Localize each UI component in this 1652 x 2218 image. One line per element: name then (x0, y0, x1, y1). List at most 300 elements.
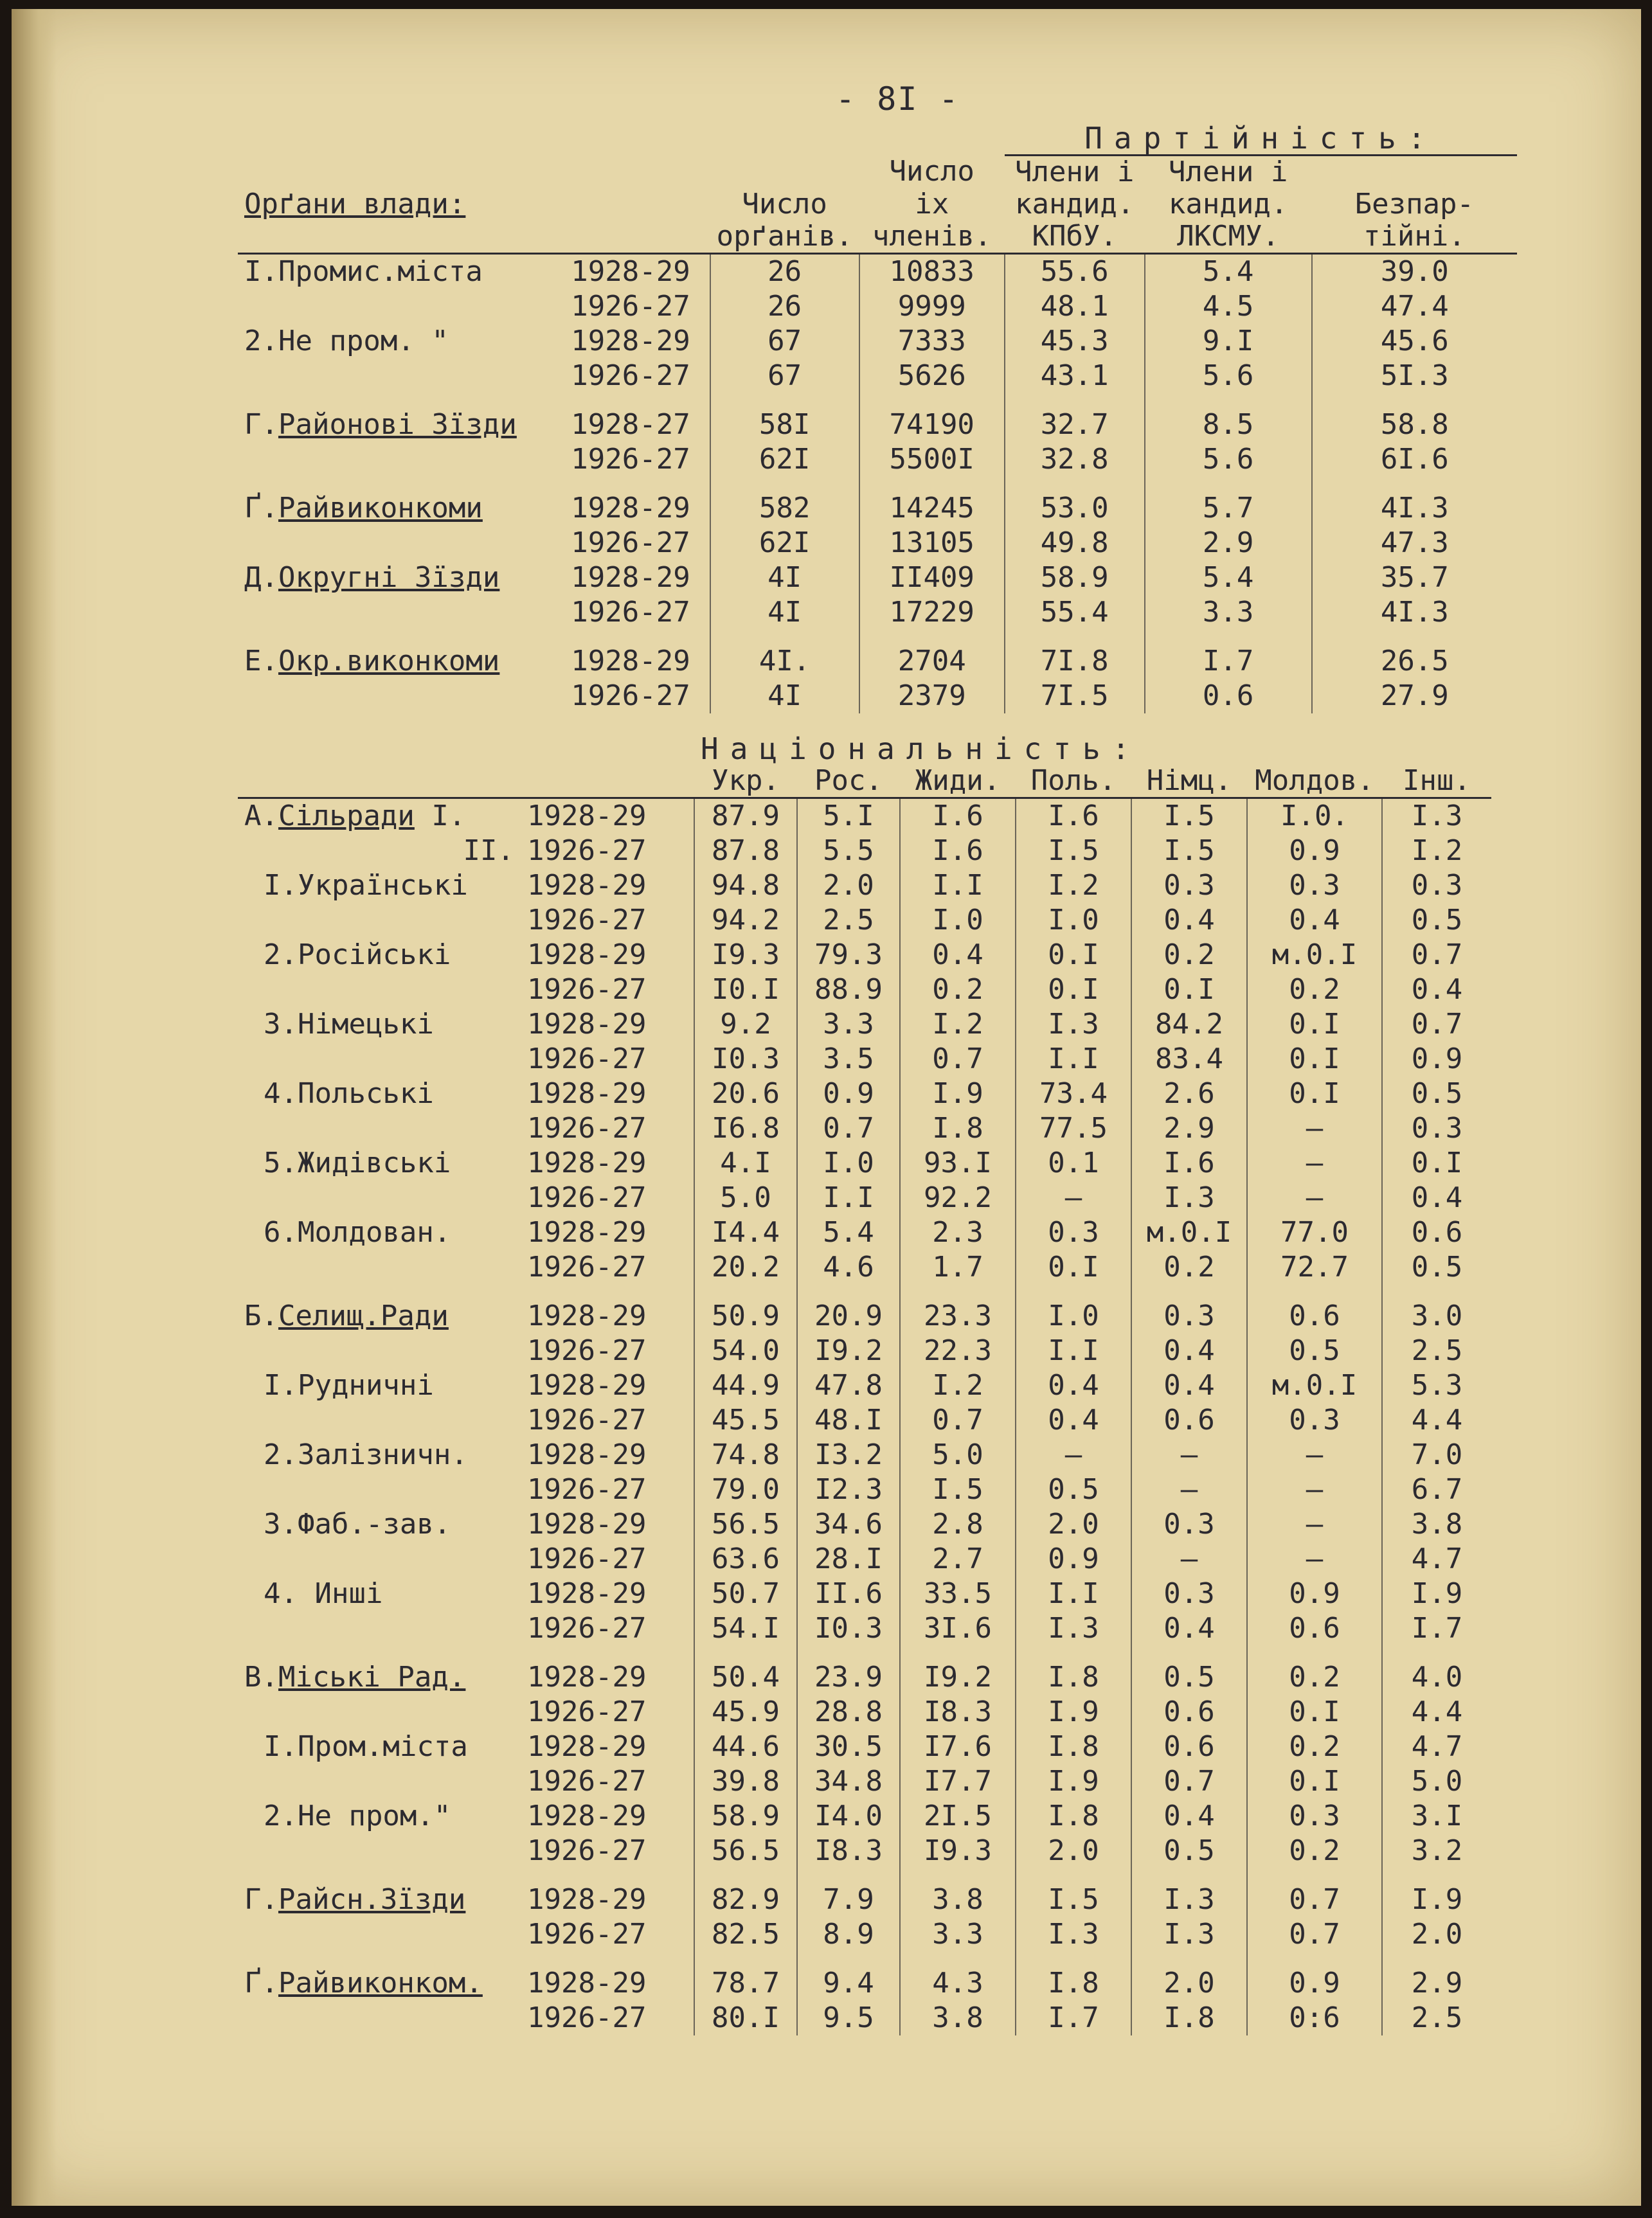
spacer-row (238, 1646, 1491, 1660)
spacer-cell (1247, 1868, 1382, 1883)
value-cell: I.8 (1016, 1730, 1131, 1764)
nationality-col-header: Рос. (814, 764, 883, 797)
row-label-text: Райвиконкоми (278, 492, 483, 524)
table-row (238, 1042, 1491, 1077)
organs-header: Орґани влади: (244, 188, 466, 220)
spacer-cell (859, 393, 1005, 407)
value-cell: – (1131, 1472, 1247, 1507)
value-cell: 0.9 (1247, 1966, 1382, 2001)
value-cell: 0.4 (1016, 1403, 1131, 1438)
year-cell: 1926-27 (564, 359, 710, 393)
year-cell: 1928-29 (521, 798, 694, 834)
value-cell: 2.5 (1411, 2001, 1463, 2034)
value-cell: 5.I (797, 798, 900, 834)
spacer-row (238, 1868, 1491, 1883)
value-cell: 0.7 (1411, 938, 1463, 971)
value-cell: 4.4 (1411, 1695, 1463, 1728)
table-row (238, 359, 1517, 393)
value-cell: 4I.3 (1380, 596, 1449, 629)
value-cell: 87.8 (694, 834, 797, 868)
value-cell: 0.1 (1016, 1146, 1131, 1181)
value-cell: 5.5 (797, 834, 900, 868)
value-cell: 8.9 (797, 1917, 900, 1952)
value-cell: I.9 (1411, 1883, 1463, 1916)
row-label (238, 972, 521, 1007)
value-cell: – (1016, 1438, 1131, 1472)
spacer-cell (1145, 477, 1312, 491)
value-cell: 0.I (1247, 1007, 1382, 1042)
value-cell: 0.6 (1131, 1730, 1247, 1764)
row-label (238, 491, 564, 526)
value-cell: 0.I (1247, 1077, 1382, 1111)
year-cell: 1928-29 (564, 560, 710, 595)
value-cell: 0.4 (1131, 1799, 1247, 1834)
count-header-2: орґанів. (716, 220, 853, 253)
value-cell: I.3 (1016, 1611, 1131, 1646)
row-label: 6.Молдован. (264, 1216, 451, 1249)
value-cell: 0.5 (1131, 1834, 1247, 1868)
spacer-cell (710, 393, 859, 407)
year-cell: 1926-27 (521, 1250, 694, 1285)
year-cell: 1926-27 (521, 1834, 694, 1868)
value-cell: 13105 (859, 526, 1005, 560)
value-cell: 67 (710, 324, 859, 359)
value-cell: I.5 (1131, 834, 1247, 868)
value-cell: 58.9 (694, 1799, 797, 1834)
value-cell: I0.3 (694, 1042, 797, 1077)
spacer-cell (900, 1285, 1016, 1299)
year-cell: 1926-27 (521, 2001, 694, 2035)
value-cell: 67 (710, 359, 859, 393)
value-cell: 45.9 (694, 1695, 797, 1730)
page-number: - 8I - (836, 80, 960, 118)
year-cell: 1926-27 (521, 834, 694, 868)
table-row (238, 1577, 1491, 1611)
row-label-prefix: А. (244, 800, 278, 832)
value-cell: 0.9 (1247, 1577, 1382, 1611)
value-cell: 0.3 (1411, 869, 1463, 902)
value-cell: 45.6 (1380, 325, 1449, 357)
value-cell: 0.I (1131, 972, 1247, 1007)
value-cell: I.8 (1016, 1966, 1131, 2001)
table-row (238, 1077, 1491, 1111)
year-cell: 1928-27 (564, 407, 710, 442)
value-cell: – (1247, 1507, 1382, 1542)
value-cell: 26.5 (1380, 645, 1449, 677)
row-label (238, 595, 564, 630)
value-cell: I.5 (1016, 834, 1131, 868)
value-cell: 3.5 (797, 1042, 900, 1077)
value-cell: 0.3 (1247, 868, 1382, 903)
value-cell: I9.3 (900, 1834, 1016, 1868)
value-cell: 0.2 (1131, 1250, 1247, 1285)
value-cell: 5.0 (1411, 1765, 1463, 1798)
value-cell: 10833 (859, 254, 1005, 290)
value-cell: 26 (710, 289, 859, 324)
value-cell: 7I.5 (1005, 679, 1145, 713)
spacer-cell (238, 477, 564, 491)
value-cell: 34.8 (797, 1764, 900, 1799)
value-cell: 4.0 (1411, 1661, 1463, 1694)
value-cell: 6.7 (1411, 1473, 1463, 1506)
value-cell: I9.2 (797, 1334, 900, 1368)
nationality-col-header: Укр. (712, 764, 780, 797)
value-cell: 0.9 (1016, 1542, 1131, 1577)
value-cell: I.6 (900, 834, 1016, 868)
value-cell: 48.I (797, 1403, 900, 1438)
value-cell: 77.0 (1247, 1215, 1382, 1250)
value-cell: 0.5 (1131, 1660, 1247, 1695)
value-cell: 0.5 (1016, 1472, 1131, 1507)
value-cell: I.I (797, 1181, 900, 1215)
value-cell: I.9 (1016, 1764, 1131, 1799)
value-cell: 3.8 (900, 1883, 1016, 1917)
table-row (238, 1611, 1491, 1646)
row-label-text: Райвиконком. (278, 1967, 483, 1999)
value-cell: 48.1 (1005, 289, 1145, 324)
row-label: 4. Инші (264, 1577, 383, 1610)
spacer-cell (1312, 393, 1517, 407)
table-row (238, 2001, 1491, 2035)
table-row (238, 1472, 1491, 1507)
value-cell: 0.6 (1145, 679, 1312, 713)
value-cell: – (1247, 1438, 1382, 1472)
value-cell: 0.4 (1131, 1368, 1247, 1403)
value-cell: 32.8 (1005, 442, 1145, 477)
value-cell: – (1247, 1472, 1382, 1507)
value-cell: I.7 (1016, 2001, 1131, 2035)
table-row (238, 1695, 1491, 1730)
spacer-cell (859, 477, 1005, 491)
value-cell: 4.7 (1411, 1730, 1463, 1763)
value-cell: 2.6 (1131, 1077, 1247, 1111)
spacer-cell (1145, 630, 1312, 644)
row-label-prefix: В. (244, 1661, 278, 1694)
value-cell: 2379 (859, 679, 1005, 713)
value-cell: 93.I (900, 1146, 1016, 1181)
table-row (238, 1542, 1491, 1577)
value-cell: 20.6 (694, 1077, 797, 1111)
value-cell: 5.3 (1411, 1369, 1463, 1402)
value-cell: I8.3 (900, 1695, 1016, 1730)
spacer-cell (900, 1952, 1016, 1966)
value-cell: 5I.3 (1380, 359, 1449, 392)
spacer-cell (1131, 1646, 1247, 1660)
year-cell: 1926-27 (521, 903, 694, 938)
value-cell: 50.7 (694, 1577, 797, 1611)
table-row (238, 526, 1517, 560)
value-cell: 4.I (694, 1146, 797, 1181)
row-label (238, 903, 521, 938)
year-cell: 1926-27 (564, 679, 710, 713)
value-cell: 2.9 (1145, 526, 1312, 560)
spacer-cell (1247, 1952, 1382, 1966)
value-cell: 5.4 (797, 1215, 900, 1250)
value-cell: 0.I (1247, 1695, 1382, 1730)
value-cell: 6I.6 (1380, 443, 1449, 476)
year-cell: 1926-27 (521, 1695, 694, 1730)
value-cell: 3.0 (1411, 1300, 1463, 1332)
spacer-cell (238, 1868, 521, 1883)
value-cell: 72.7 (1247, 1250, 1382, 1285)
value-cell: 4I. (710, 644, 859, 679)
value-cell: I4.0 (797, 1799, 900, 1834)
row-label (238, 1966, 521, 2001)
value-cell: 2.3 (900, 1215, 1016, 1250)
value-cell: I9.2 (900, 1660, 1016, 1695)
value-cell: I.2 (1016, 868, 1131, 903)
year-cell: 1926-27 (521, 1403, 694, 1438)
year-cell: 1928-29 (521, 1215, 694, 1250)
nationality-col-header: Молдов. (1255, 764, 1374, 797)
value-cell: 3.3 (1145, 595, 1312, 630)
row-label (238, 679, 564, 713)
value-cell: 3.8 (900, 2001, 1016, 2035)
value-cell: 82.5 (694, 1917, 797, 1952)
year-cell: 1928-29 (521, 1077, 694, 1111)
value-cell: 9999 (859, 289, 1005, 324)
value-cell: 2.0 (1016, 1834, 1131, 1868)
value-cell: 28.I (797, 1542, 900, 1577)
value-cell: 3.8 (1411, 1508, 1463, 1541)
nationality-col-header: Німц. (1146, 764, 1232, 797)
table-row (238, 1917, 1491, 1952)
value-cell: 4.7 (1411, 1543, 1463, 1575)
row-label: 2.Не пром. " (244, 325, 449, 357)
row-label: 3.Німецькі (264, 1008, 434, 1041)
row-label (238, 1472, 521, 1507)
spacer-cell (521, 1952, 694, 1966)
spacer-cell (797, 1646, 900, 1660)
value-cell: 0.3 (1131, 1577, 1247, 1611)
year-cell: 1928-29 (564, 644, 710, 679)
value-cell: 4.3 (900, 1966, 1016, 2001)
table-row (238, 868, 1491, 903)
value-cell: – (1247, 1181, 1382, 1215)
table-row (238, 1799, 1491, 1834)
table-row (238, 798, 1491, 834)
nationality-header-row (238, 765, 1491, 798)
value-cell: 2I.5 (900, 1799, 1016, 1834)
value-cell: 0.2 (1247, 972, 1382, 1007)
value-cell: 2.5 (1411, 1334, 1463, 1367)
spacer-cell (564, 393, 710, 407)
value-cell: I.5 (1016, 1883, 1131, 1917)
value-cell: 0.6 (1131, 1403, 1247, 1438)
value-cell: – (1247, 1111, 1382, 1146)
row-label-prefix: Г. (244, 408, 278, 441)
spacer-cell (1247, 1285, 1382, 1299)
spacer-cell (1016, 1868, 1131, 1883)
value-cell: 4I (710, 679, 859, 713)
value-cell: 54.I (694, 1611, 797, 1646)
value-cell: I9.3 (694, 938, 797, 972)
value-cell: 0.4 (900, 938, 1016, 972)
spacer-row (238, 1285, 1491, 1299)
row-label (238, 289, 564, 324)
members-header-2: іх (915, 188, 949, 220)
value-cell: 8.5 (1145, 407, 1312, 442)
value-cell: 9.5 (797, 2001, 900, 2035)
spacer-cell (238, 1285, 521, 1299)
value-cell: I4.4 (694, 1215, 797, 1250)
row-label-text: Районові Зїзди (278, 408, 517, 441)
value-cell: I.0 (900, 903, 1016, 938)
value-cell: 5.4 (1145, 560, 1312, 595)
table-row (238, 407, 1517, 442)
row-label-prefix: Г. (244, 1883, 278, 1916)
value-cell: 0.3 (1247, 1403, 1382, 1438)
spacer-row (238, 630, 1517, 644)
value-cell: I.0. (1247, 798, 1382, 834)
value-cell: I.3 (1131, 1883, 1247, 1917)
row-label (238, 1883, 521, 1917)
value-cell: 0.4 (1131, 1611, 1247, 1646)
spacer-cell (1247, 1646, 1382, 1660)
row-label (238, 1299, 521, 1334)
row-label (238, 1403, 521, 1438)
value-cell: 0.9 (1411, 1042, 1463, 1075)
value-cell: I.8 (1016, 1799, 1131, 1834)
spacer-cell (1005, 477, 1145, 491)
value-cell: I.6 (1016, 798, 1131, 834)
value-cell: 0.5 (1247, 1334, 1382, 1368)
value-cell: 0.2 (900, 972, 1016, 1007)
spacer-cell (238, 1952, 521, 1966)
value-cell: 88.9 (797, 972, 900, 1007)
year-cell: 1928-29 (564, 491, 710, 526)
year-cell: 1928-29 (521, 1299, 694, 1334)
row-label: 2.Залізничн. (264, 1438, 468, 1471)
spacer-cell (900, 1646, 1016, 1660)
row-label-text: Міські Рад. (278, 1661, 466, 1694)
value-cell: 0.I (1247, 1764, 1382, 1799)
value-cell: I.7 (1145, 644, 1312, 679)
spacer-cell (521, 1646, 694, 1660)
nationality-table-body (238, 798, 1491, 2036)
party-table (238, 122, 1517, 713)
value-cell: 5.0 (900, 1438, 1016, 1472)
value-cell: 20.9 (797, 1299, 900, 1334)
value-cell: I.9 (1016, 1695, 1131, 1730)
row-label (238, 442, 564, 477)
value-cell: 0.I (1016, 938, 1131, 972)
value-cell: 2.9 (1131, 1111, 1247, 1146)
value-cell: 79.0 (694, 1472, 797, 1507)
value-cell: 53.0 (1005, 491, 1145, 526)
table-row (238, 1181, 1491, 1215)
spacer-cell (694, 1646, 797, 1660)
value-cell: 17229 (859, 595, 1005, 630)
value-cell: 22.3 (900, 1334, 1016, 1368)
spacer-cell (238, 1646, 521, 1660)
value-cell: 2.9 (1411, 1967, 1463, 1999)
spacer-cell (521, 1868, 694, 1883)
value-cell: I8.3 (797, 1834, 900, 1868)
table-row (238, 1730, 1491, 1764)
table-row (238, 834, 1491, 868)
table-row (238, 972, 1491, 1007)
nationality-section-title: Національність: (701, 731, 1142, 766)
table-row (238, 289, 1517, 324)
year-cell: 1926-27 (521, 1917, 694, 1952)
row-label (238, 1611, 521, 1646)
value-cell: I.3 (1016, 1917, 1131, 1952)
year-cell: 1926-27 (521, 1181, 694, 1215)
table-row (238, 560, 1517, 595)
value-cell: 0.4 (1247, 903, 1382, 938)
spacer-cell (521, 1285, 694, 1299)
value-cell: 34.6 (797, 1507, 900, 1542)
spacer-cell (1145, 393, 1312, 407)
value-cell: 78.7 (694, 1966, 797, 2001)
value-cell: 2.0 (797, 868, 900, 903)
value-cell: 47.8 (797, 1368, 900, 1403)
value-cell: I.3 (1131, 1181, 1247, 1215)
value-cell: 0.3 (1131, 868, 1247, 903)
value-cell: 0.7 (1411, 1008, 1463, 1041)
table-row (238, 1299, 1491, 1334)
row-label (238, 560, 564, 595)
value-cell: 4.4 (1411, 1404, 1463, 1436)
spacer-row (238, 393, 1517, 407)
value-cell: 87.9 (694, 798, 797, 834)
value-cell: – (1131, 1542, 1247, 1577)
spacer-cell (1016, 1285, 1131, 1299)
row-label: 2.Не пром." (264, 1800, 451, 1832)
table-row (238, 1146, 1491, 1181)
year-cell: 1928-29 (521, 1368, 694, 1403)
nonparty-header-2: тійні. (1363, 220, 1466, 253)
nationality-section (238, 733, 1523, 2035)
value-cell: 0.5 (1411, 904, 1463, 936)
row-label (238, 1660, 521, 1695)
value-cell: 0.I (1016, 1250, 1131, 1285)
value-cell: I3.2 (797, 1438, 900, 1472)
spacer-cell (564, 477, 710, 491)
row-label-prefix: Д. (244, 561, 278, 594)
value-cell: 4I.3 (1380, 492, 1449, 524)
value-cell: I.I (1016, 1577, 1131, 1611)
year-cell: 1926-27 (521, 1472, 694, 1507)
value-cell: – (1131, 1438, 1247, 1472)
value-cell: м.0.I (1131, 1215, 1247, 1250)
value-cell: 9.2 (694, 1007, 797, 1042)
value-cell: 3.2 (1411, 1834, 1463, 1867)
value-cell: 2.0 (1131, 1966, 1247, 2001)
row-label-prefix: Б. (244, 1300, 278, 1332)
value-cell: 54.0 (694, 1334, 797, 1368)
row-label (238, 1250, 521, 1285)
table-row (238, 324, 1517, 359)
spacer-cell (1131, 1285, 1247, 1299)
row-label (238, 1542, 521, 1577)
spacer-cell (564, 630, 710, 644)
value-cell: 0.2 (1247, 1834, 1382, 1868)
year-cell: 1926-27 (564, 526, 710, 560)
spacer-cell (694, 1285, 797, 1299)
value-cell: 0.I (1411, 1147, 1463, 1179)
year-cell: 1928-29 (521, 868, 694, 903)
value-cell: 0.2 (1131, 938, 1247, 972)
value-cell: 0.6 (1131, 1695, 1247, 1730)
value-cell: 47.4 (1380, 290, 1449, 323)
value-cell: 0.6 (1411, 1216, 1463, 1249)
value-cell: – (1247, 1146, 1382, 1181)
spacer-cell (797, 1868, 900, 1883)
value-cell: 80.I (694, 2001, 797, 2035)
value-cell: 43.1 (1005, 359, 1145, 393)
